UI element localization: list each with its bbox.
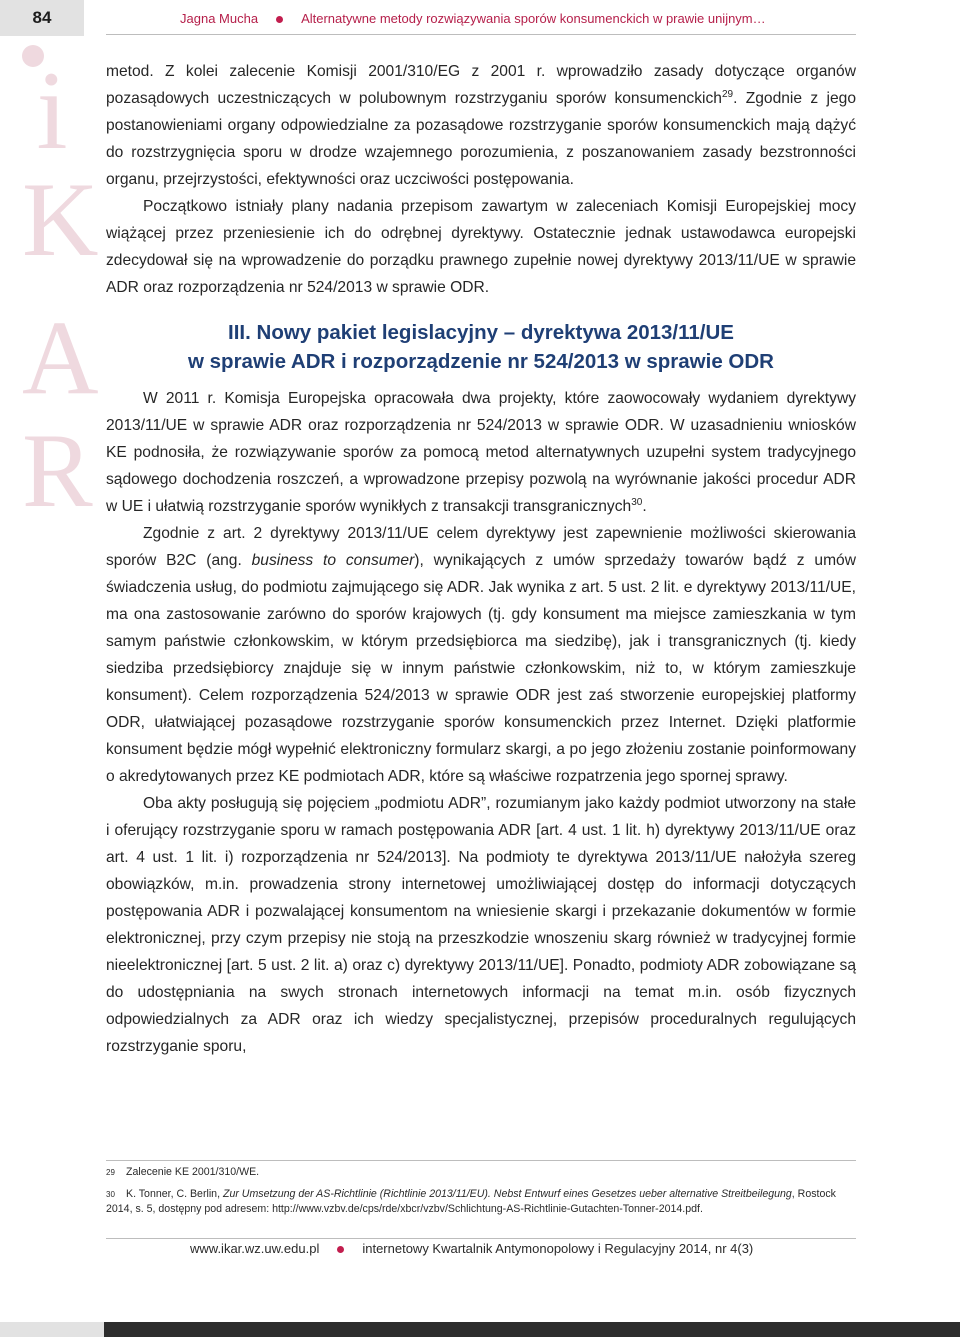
paragraph: W 2011 r. Komisja Europejska opracowała dwa projekty, które zaowocowały wydaniem dyrektywy 2013/11/UE w sprawie ADR oraz rozporządzenia nr 524/2013 w sprawie ODR. W uzasadnieniu wniosków KE podnosiła, że rozwiązywanie sporów za pomocą metod alternatywnych uzupełni system tradycyjnego sądowego dochodzenia roszczeń, a wprowadzone przepisy pozwolą na wyrównanie jakości procedur ADR w UE i ułatwią rozstrzyganie sporów wynikłych z transakcji transgranicznych$^{30}$. [106,390,856,515]
page-number: 84 [0,0,84,36]
brand-letter-k: K [22,161,99,278]
footer-divider [106,1238,856,1239]
brand-letter-i: i [36,49,68,173]
footnote-divider [106,1160,856,1161]
footer-website-link[interactable]: www.ikar.wz.uw.edu.pl [190,1241,320,1256]
footer-journal-name: internetowy Kwartalnik Antymonopolowy i Regulacyjny 2014, nr 4(3) [362,1241,754,1256]
bottom-bar [0,1322,960,1337]
paragraph: Oba akty posługują się pojęciem „podmiotu ADR”, rozumianym jako każdy podmiot utworzony na stałe i oferujący rozstrzyganie sporu w ramach postępowania ADR [art. 4 ust. 1 lit. h) dyrektywy 2013/11/UE oraz art. 4 ust. 1 lit. i) rozporządzenia nr 524/2013]. Na podmioty te dyrektywa 2013/11/UE nałożyła szereg obowiązków, m.in. prowadzenia strony internetowej umożliwiającej dostęp do informacji dotyczących postępowania ADR i pozwalającej konsumentom na wniesienie skargi i przekazanie dokumentów w formie elektronicznej, przy czym przepisy nie stoją na przeszkodzie wnoszeniu skarg również w tradycyjnej formie nieelektronicznej [art. 5 ust. 2 lit. a) oraz c) dyrektywy 2013/11/UE]. Ponadto, podmioty ADR zobowiązane są do udostępniania na swych stronach internetowych informacji na temat m.in. osób fizycznych odpowiedzialnych za ADR oraz ich wiedzy specjalistycznej, przepisów proceduralnych regulujących rozstrzyganie sporu, [106,795,856,1055]
footnote: 30 K. Tonner, C. Berlin, Zur Umsetzung der AS-Richtlinie (Richtlinie 2013/11/EU). Nebst Entwurf eines Gesetzes ueber alternative Streitbeilegung, Rostock 2014, s. 5, dostępny pod adresem: http://www.vzbv.de/cps/rde/xbcr/vzbv/Schlichtung-AS-Richtlinie-Gutachten-Tonner-2014.pdf. [106,1188,836,1215]
bullet-dot-icon [276,16,283,23]
section-heading: III. Nowy pakiet legislacyjny – dyrektywa 2013/11/UE w sprawie ADR i rozporządzenie nr 524/2013 w sprawie ODR [188,321,774,373]
running-header-author: Jagna Mucha [180,11,259,26]
bottom-bar-tab [0,1322,104,1337]
header-divider [106,34,856,35]
footnote: 29 Zalecenie KE 2001/310/WE. [106,1166,260,1178]
brand-letter-a: A [22,299,99,416]
brand-letter-r: R [22,412,93,529]
running-header-title: Alternatywne metody rozwiązywania sporów konsumenckich w prawie unijnym… [301,11,766,26]
page-footer [190,1241,753,1256]
footnotes [106,1165,856,1224]
paragraph: Początkowo istniały plany nadania przepisom zawartym w zaleceniach Komisji Europejskiej mocy wiążącej przez przeniesienie ich do odrębnej dyrektywy. Ostatecznie jednak ustawodawca europejski zdecydował się na wprowadzenie do porządku prawnego zupełnie nowej dyrektywy 2013/11/UE w sprawie ADR oraz rozporządzenia nr 524/2013 w sprawie ODR. [106,198,856,296]
paragraph: Zgodnie z art. 2 dyrektywy 2013/11/UE celem dyrektywy jest zapewnienie możliwości skierowania sporów B2C (ang. business to consumer), wynikających z umów sprzedaży towarów bądź z umów świadczenia usług, do podmiotu zajmującego się ADR. Jak wynika z art. 5 ust. 2 lit. e dyrektywy 2013/11/UE, ma ona zastosowanie zarówno do sporów krajowych (tj. gdy konsument ma miejsce zamieszkania w tym samym państwie członkowskim, w którym przedsiębiorca ma siedzibę), jak i transgranicznych (tj. kiedy siedziba przedsiębiorcy znajduje się w innym państwie członkowskim, niż to, w którym zamieszkuje konsument). Celem rozporządzenia 524/2013 w sprawie ODR jest zaś stworzenie europejskiej platformy ODR, ułatwiającej pozasądowe rozstrzyganie sporów konsumenckich przez Internet. Dzięki platformie konsument będzie mógł wypełnić elektroniczny formularz skargi, a po jego złożeniu zostanie poinformowany o akredytowanych przez KE podmiotach ADR, które są właściwe rozpatrzenia jego spornej sprawy. [106,525,856,785]
paragraph: metod. Z kolei zalecenie Komisji 2001/310/EG z 2001 r. wprowadziło zasady dotyczące organów pozasądowych uczestniczących w polubownym rozstrzyganiu sporów konsumenckich$^{29}$. Zgodnie z jego postanowieniami organy odpowiedzialne za pozasądowe rozstrzyganie sporów konsumenckich mają dążyć do rozstrzygnięcia sporu w drodze wzajemnego porozumienia, z poszanowaniem zasady bezstronności organu, przejrzystości, efektywności oraz uczciwości postępowania. [106,63,857,188]
bullet-dot-icon [337,1246,344,1253]
footnote-ref-30: 30 [631,496,643,508]
article-body [106,58,856,1060]
footnote-ref-29: 29 [721,88,734,100]
running-header [180,11,856,26]
